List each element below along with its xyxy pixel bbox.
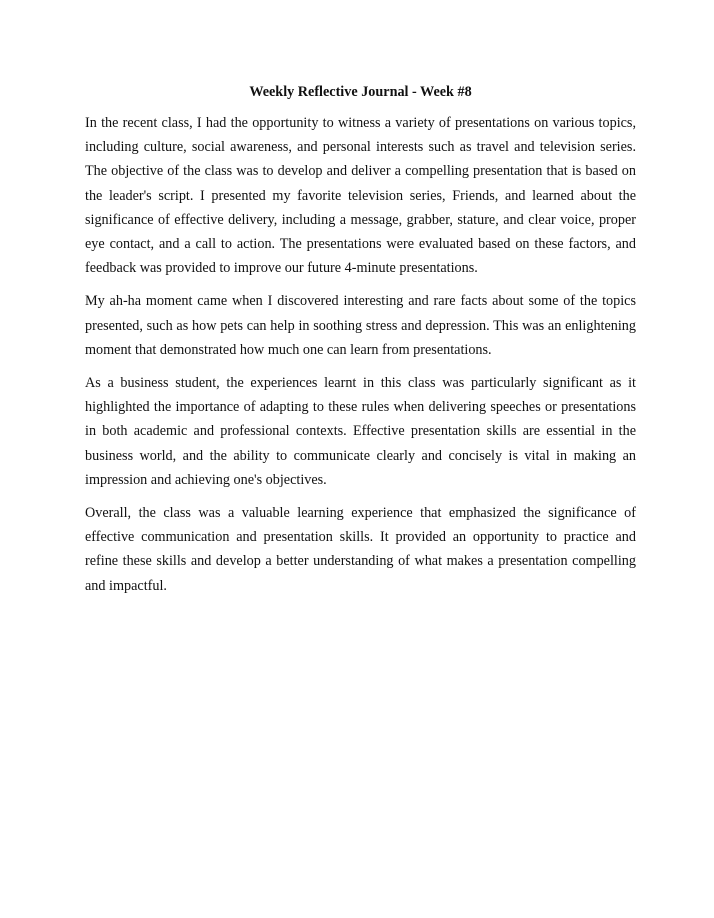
paragraph-ah-ha-moment: My ah-ha moment came when I discovered interesting and rare facts about some of the topics presented, such as how pets can help in soothing stress and depression. This was an enlightening moment that demonstrated how much one can learn from presentations. — [85, 293, 636, 358]
paragraph-class-summary: In the recent class, I had the opportunity to witness a variety of presentations on various topics, including culture, social awareness, and personal interests such as travel and television series. The objective of the class was to develop and deliver a compelling presentation that is based on the leader's script. I presented my favorite television series, Friends, and learned about the significance of effective delivery, including a message, grabber, stature, and clear voice, proper eye contact, and a call to action. The presentations were evaluated based on these factors, and feedback was provided to improve our future 4-minute presentations. — [85, 115, 636, 277]
paragraph-conclusion: Overall, the class was a valuable learning experience that emphasized the significance of effective communication and presentation skills. It provided an opportunity to practice and refine these skills and develop a better understanding of what makes a presentation compelling and impactful. — [85, 505, 636, 594]
paragraph-business-relevance: As a business student, the experiences learnt in this class was particularly significant as it highlighted the importance of adapting to these rules when delivering speeches or presentations in both academic and professional contexts. Effective presentation skills are essential in the business world, and the ability to communicate clearly and concisely is vital in making an impression and achieving one's objectives. — [85, 375, 636, 488]
document-body — [85, 82, 636, 607]
document-title: Weekly Reflective Journal - Week #8 — [249, 84, 472, 100]
